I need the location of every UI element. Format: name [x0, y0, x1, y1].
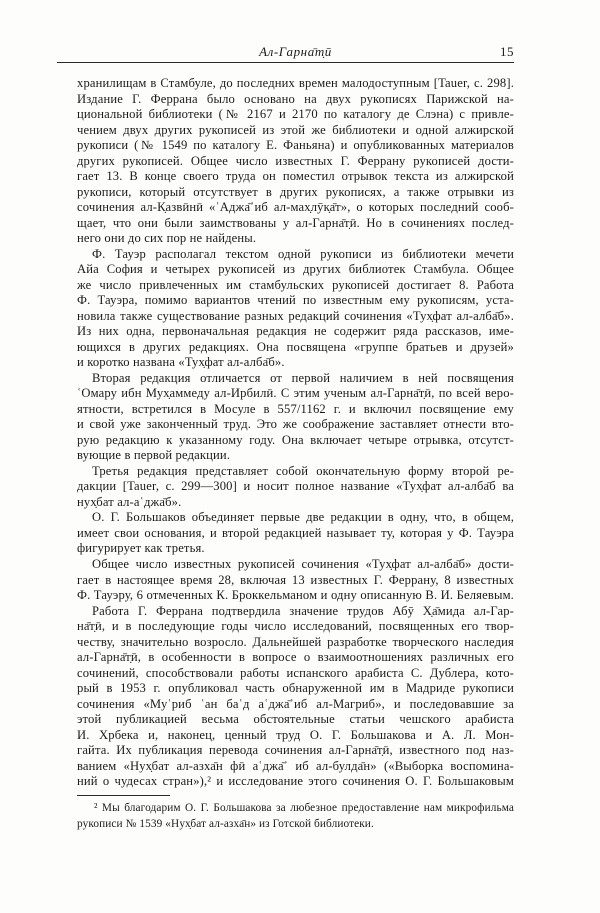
text-line: же число привлеченных им стамбульских рукописей достигает 8. Работа: [77, 277, 514, 292]
text-line: дакции [Tauer, с. 299—300] и носит полное название «Тух̣фат ал-алба̄б ва: [77, 479, 514, 494]
text-line: щает, что они были заимствованы у ал-Гарна̄т̣ӣ. Но в сочинениях послед-: [77, 215, 514, 230]
text-line: него они до сих пор не найдены.: [77, 231, 257, 246]
page-header-title: Ал-Гарна̄т̣ӣ: [259, 44, 332, 59]
text-line: вующие в первой редакции.: [77, 448, 231, 463]
text-line: чением двух других рукописей из этой же библиотеки и одной алжирской: [77, 122, 514, 137]
text-line: сочинения ал-К̣азвӣнӣ «ʿАджа̄ʾиб ал-мах̣лӯк̣а̄т», о которых последний сооб-: [77, 200, 514, 215]
text-line: И. Хрбека и, наконец, ценный труд О. Г. Большакова и А. Л. Мон-: [77, 727, 514, 742]
text-line: ʿОмару ибн Мух̣аммеду ал-Ирбилӣ. С этим ученым ал-Гарна̄т̣ӣ, по всей веро-: [77, 386, 514, 401]
text-line: Общее число известных рукописей сочинения «Тух̣фат ал-алба̄б» дости-: [92, 556, 514, 571]
text-line: других рукописей. Общее число известных Г. Феррану рукописей дости-: [77, 153, 514, 168]
text-line: честву, значительно возросло. Дальнейшей разработке творческого наследия: [77, 634, 514, 649]
text-line: Работа Г. Феррана подтвердила значение трудов Абӯ Х̣а̄мида ал-Гар-: [92, 603, 514, 618]
text-line: ний о чудесах стран»),² и исследование этого сочинения О. Г. Большаковым: [77, 774, 514, 789]
text-line: новила также существование разных редакций сочинения «Тух̣фат ал-алба̄б».: [77, 308, 514, 323]
text-line: рый в 1953 г. опубликовал часть обнаруженной им в Мадриде рукописи: [77, 681, 514, 696]
text-line: и коротко названа «Тух̣фат ал-алба̄б».: [77, 355, 285, 370]
text-line: сочинения «Муʿриб ʿан баʿд аʿджа̄ʾиб ал-Магриб», и последовавшие за: [77, 696, 514, 711]
text-line: хранилищам в Стамбуле, до последних времен малодоступным [Tauer, с. 298].: [77, 76, 514, 90]
text-line: Вторая редакция отличается от первой наличием в ней посвящения: [92, 370, 514, 385]
text-line: Ф. Тауэру, 6 отмеченных К. Броккельманом и одну описанную В. И. Беляевым.: [77, 588, 514, 603]
page-number: 15: [500, 44, 514, 59]
footnote-separator: [77, 795, 170, 796]
text-line: фигурирует как третья.: [77, 541, 205, 556]
text-line: Из них одна, первоначальная редакция не содержит ряда рассказов, име-: [77, 324, 514, 339]
text-line: и свой уже законченный труд. Это же соображение заставляет отнести вто-: [77, 417, 514, 432]
text-line: рую редакцию к указанному году. Она включает четыре отрывка, отсутст-: [77, 432, 514, 447]
text-line: гайта. Их публикация перевода сочинения ал-Гарна̄т̣ӣ, известного под наз-: [77, 743, 514, 758]
text-line: этой публикацией весьма обстоятельные статьи чешского арабиста: [77, 712, 514, 727]
text-line: Третья редакция представляет собой окончательную форму второй ре-: [92, 463, 514, 478]
text-line: Айа София и четырех рукописей из других библиотек Стамбула. Общее: [77, 262, 514, 277]
text-line: гает 13. В конце своего труда он поместил отрывок текста из алжирской: [77, 169, 514, 184]
text-line: ² Мы благодарим О. Г. Большакова за любезное предоставление нам микрофильма: [94, 802, 514, 814]
text-line: рукописи № 1539 «Нух̣бат ал-азха̄н» из Готской библиотеки.: [77, 818, 374, 830]
text-line: гает в настоящее время 28, включая 13 известных Г. Феррану, 8 известных: [77, 572, 514, 587]
text-line: рукописи (№ 1549 по каталогу Е. Фаньяна) и опубликованных материалов: [77, 138, 514, 153]
text-line: Ф. Тауэра, помимо вариантов чтений по известным ему рукописям, уста-: [77, 293, 514, 308]
header-rule: [57, 62, 514, 63]
text-line: рукописи, который отсутствует в других рукописях, а также отрывки из: [77, 184, 514, 199]
text-line: Ф. Тауэр располагал текстом одной рукописи из библиотеки мечети: [92, 246, 514, 261]
footnote: [77, 800, 514, 832]
text-line: Издание Г. Феррана было основано на двух рукописях Парижской на-: [77, 91, 514, 106]
text-line: сочинений, способствовали работы испанского арабиста С. Дублера, кото-: [77, 665, 514, 680]
text-line: на̄т̣ӣ, и в последующие годы число исследований, посвященных его твор-: [77, 619, 514, 634]
running-header: [77, 44, 514, 60]
text-line: нух̣бат ал-аʿджа̄б».: [77, 494, 182, 509]
text-line: ал-Гарна̄т̣ӣ, в особенности в вопросе о взаимоотношениях различных его: [77, 650, 514, 665]
text-line: циональной библиотеки (№ 2167 и 2170 по каталогу де Слэна) с привле-: [77, 107, 514, 122]
text-line: О. Г. Большаков объединяет первые две редакции в одну, что, в общем,: [92, 510, 514, 525]
body-text: [77, 76, 514, 790]
text-line: ятности, встретился в Мосуле в 557/1162 г. и включил посвящение ему: [77, 401, 514, 416]
text-line: имеет свои основания, и второй редакцией называет ту, которая у Ф. Тауэра: [77, 525, 514, 540]
text-line: ющихся в других редакциях. Она посвящена «группе братьев и друзей»: [77, 339, 514, 354]
text-line: ванием «Нух̣бат ал-азха̄н фӣ аʿджа̄ʾ иб ал-булда̄н» («Выборка воспомина-: [77, 758, 514, 773]
